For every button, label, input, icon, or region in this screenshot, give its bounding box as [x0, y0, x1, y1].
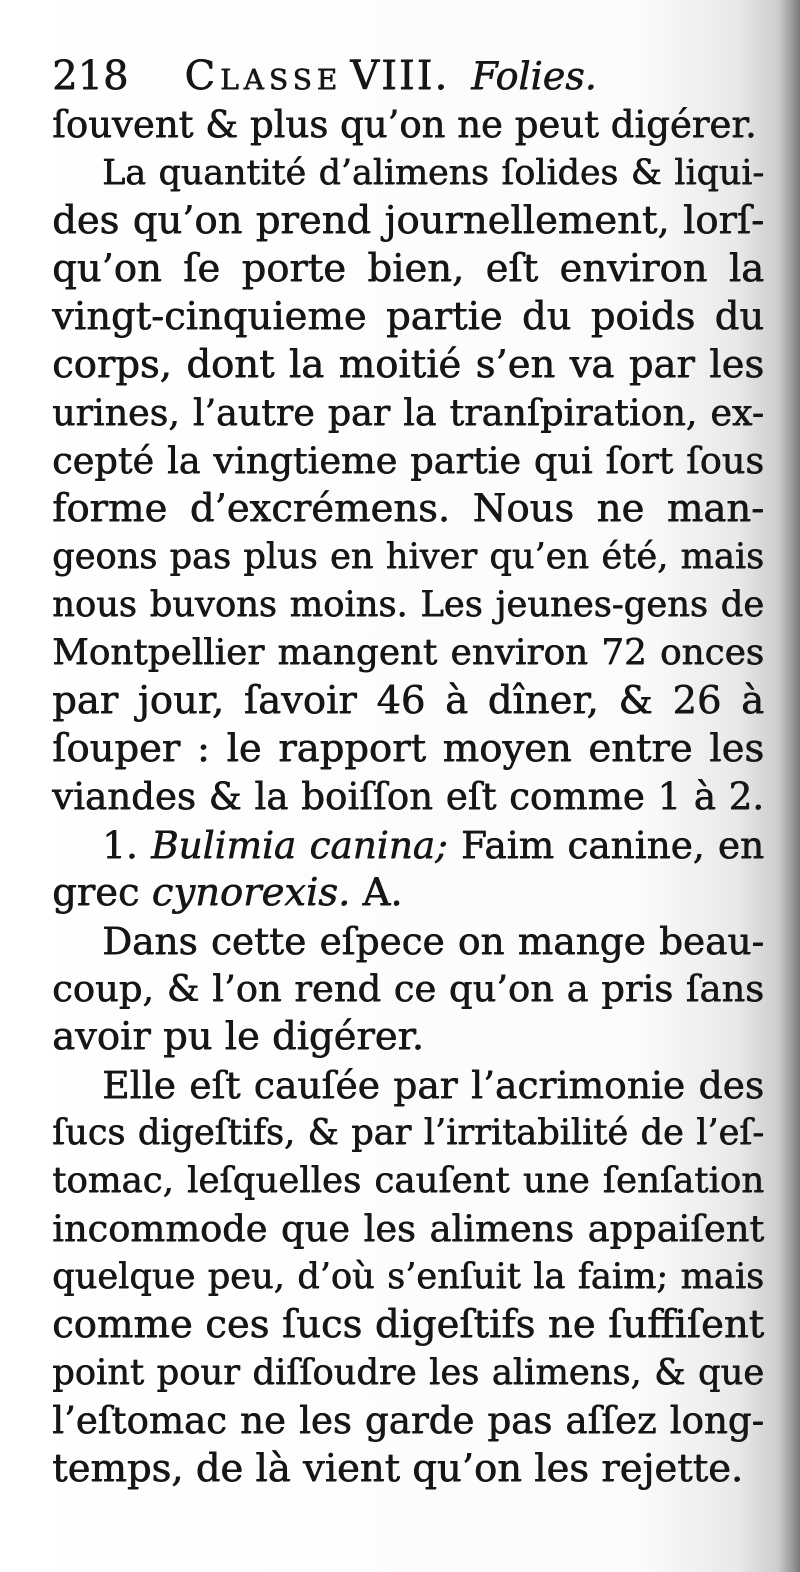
text-line: forme d’excrémens. Nous ne man-	[52, 486, 764, 531]
text-line: La quantité d’alimens ſolides & liqui-	[102, 153, 764, 193]
text-line: quelque peu, d’où s’enſuit la faim; mais	[52, 1256, 764, 1297]
paragraph-cause	[52, 1061, 764, 1493]
text-line: vingt-cinquieme partie du poids du	[52, 294, 764, 339]
species-greek-name: cynorexis.	[151, 870, 351, 915]
species-number: 1.	[102, 823, 138, 867]
text-line: coup, & l’on rend ce qu’on a pris ſans	[52, 967, 764, 1010]
running-header	[52, 52, 764, 100]
text-line: tomac, leſquelles cauſent une ſenſation	[52, 1160, 764, 1201]
text-line: l’eſtomac ne les garde pas aſſez long-	[52, 1399, 764, 1442]
text-line: geons pas plus en hiver qu’en été, mais	[52, 536, 764, 577]
paragraph-quantity	[52, 149, 764, 821]
text-line: des qu’on prend journellement, lorſ-	[52, 198, 764, 243]
text-line: ſouvent & plus qu’on ne peut digérer.	[52, 103, 757, 146]
paragraph-continued	[52, 101, 764, 149]
text-line: qu’on ſe porte bien, eſt environ la	[52, 246, 764, 291]
text-line: ſouper : le rapport moyen entre les	[52, 726, 764, 771]
page-text	[52, 52, 764, 1493]
species-latin-name: Bulimia canina;	[150, 823, 448, 867]
species-french-name: Faim canine, en	[460, 823, 764, 867]
text-line: nous buvons moins. Les jeunes-gens de	[52, 584, 764, 625]
text-line: cepté la vingtieme partie qui ſort ſous	[52, 439, 764, 482]
section-title: Folies.	[471, 54, 597, 98]
page-number: 218	[52, 53, 129, 99]
text-line: urines, l’autre par la tranſpiration, ex-	[52, 391, 764, 434]
page-edge-shadow	[778, 0, 800, 1572]
text-line: point pour diſſoudre les alimens, & que	[52, 1352, 764, 1393]
text-line: Montpellier mangent environ 72 onces	[52, 632, 764, 673]
species-heading	[52, 821, 764, 917]
species-mark: A.	[362, 870, 403, 915]
paragraph-description	[52, 917, 764, 1061]
text-line: Dans cette eſpece on mange beau-	[102, 919, 764, 963]
text-line: corps, dont la moitié s’en va par les	[52, 342, 764, 387]
text-line: incommode que les alimens appaiſent	[52, 1207, 764, 1250]
text-line: Elle eſt cauſée par l’acrimonie des	[102, 1063, 764, 1107]
text-line: par jour, ſavoir 46 à dîner, & 26 à	[52, 678, 764, 723]
species-line	[52, 821, 764, 869]
species-line	[52, 869, 764, 917]
class-number: VIII.	[350, 53, 450, 99]
species-greek-prefix: grec	[52, 870, 140, 915]
text-line: viandes & la boiſſon eſt comme 1 à 2.	[52, 775, 764, 818]
text-line: avoir pu le digérer.	[52, 1014, 424, 1059]
class-label: Classe	[184, 53, 343, 99]
text-line: comme ces ſucs digeſtifs ne ſuffiſent	[52, 1302, 764, 1347]
text-line: ſucs digeſtifs, & par l’irritabilité de l’eſ-	[52, 1112, 764, 1153]
text-line: temps, de là vient qu’on les rejette.	[52, 1446, 744, 1491]
